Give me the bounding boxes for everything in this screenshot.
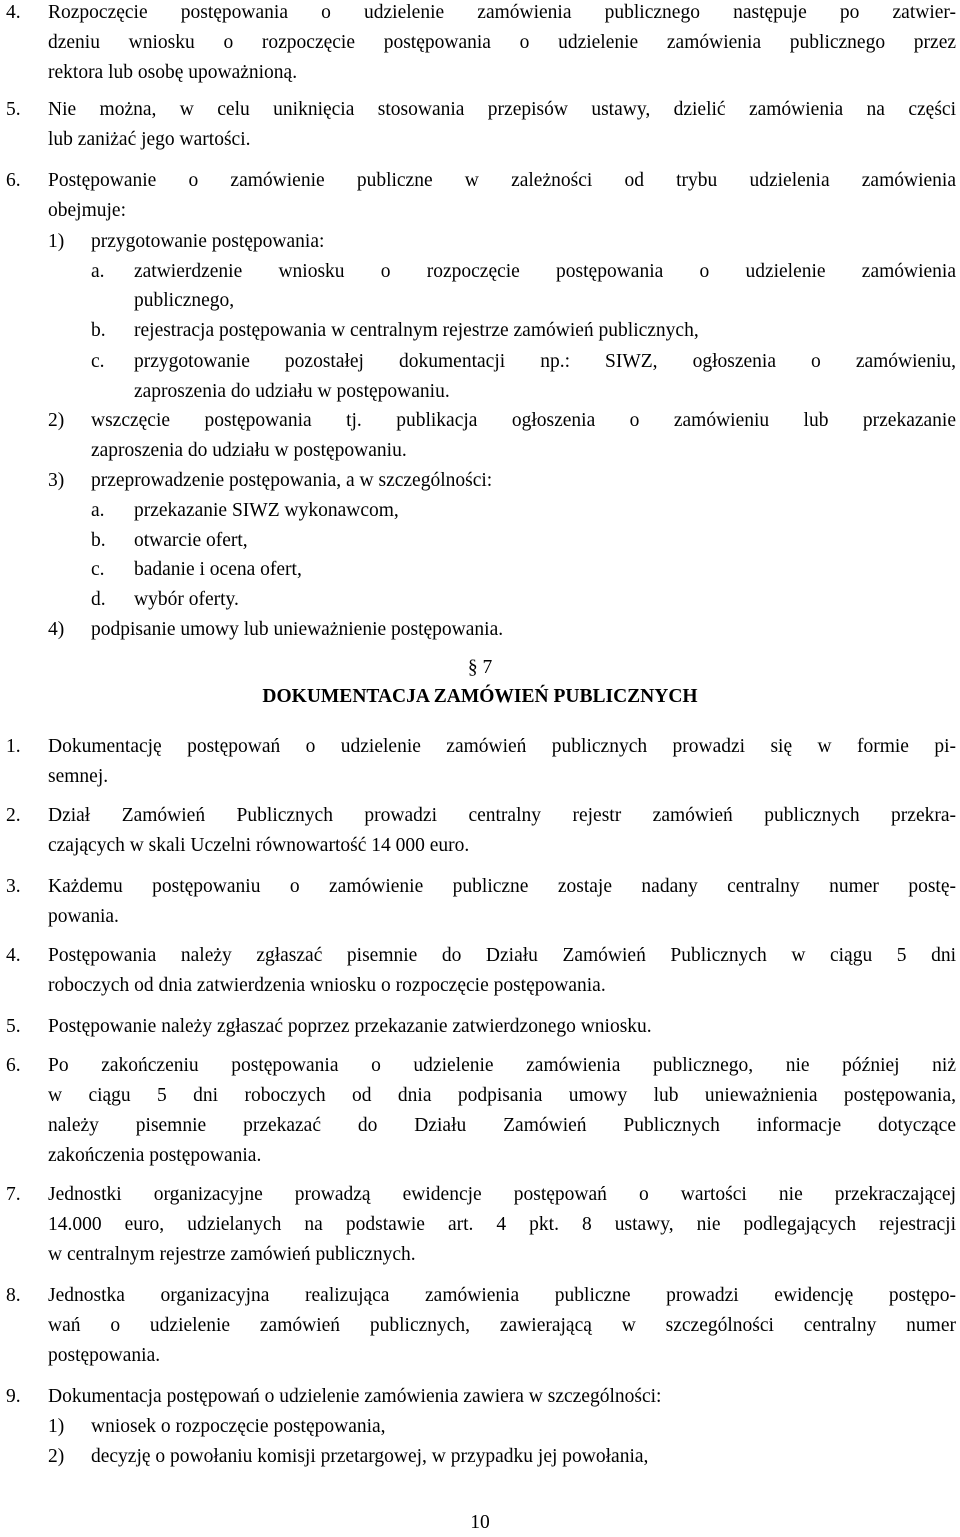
section-number-value: 7 <box>482 657 493 678</box>
list-marker: 3. <box>6 876 21 897</box>
list-marker: c. <box>91 559 105 580</box>
list-marker: 2) <box>48 410 65 431</box>
list-marker: b. <box>91 530 106 551</box>
text-line: wybór oferty. <box>134 589 239 610</box>
list-marker: 6. <box>6 170 21 191</box>
text-line: zakończenia postępowania. <box>48 1145 262 1166</box>
text-line: Postępowanie należy zgłaszać poprzez przekazanie zatwierdzonego wniosku. <box>48 1016 652 1037</box>
text-line: obejmuje: <box>48 200 126 221</box>
list-marker: a. <box>91 261 105 282</box>
list-marker: 1. <box>6 736 21 757</box>
text-line: powania. <box>48 906 119 927</box>
text-line: przeprowadzenie postępowania, a w szczególności: <box>91 470 493 491</box>
text-line: zaproszenia do udziału w postępowaniu. <box>134 381 450 402</box>
list-marker: 4. <box>6 2 21 23</box>
text-line: Każdemu postępowaniu o zamówienie publiczne zostaje nadany centralny numer postę- <box>48 876 956 897</box>
text-line: Dział Zamówień Publicznych prowadzi centralny rejestr zamówień publicznych przekra- <box>48 805 956 826</box>
text-line: dzeniu wniosku o rozpoczęcie postępowania o udzielenie zamówienia publicznego przez <box>48 32 956 53</box>
text-line: semnej. <box>48 766 109 787</box>
list-marker: 5. <box>6 1016 21 1037</box>
text-line: zatwierdzenie wniosku o rozpoczęcie postępowania o udzielenie zamówienia <box>134 261 956 282</box>
text-line: zaproszenia do udziału w postępowaniu. <box>91 440 407 461</box>
list-marker: 2. <box>6 805 21 826</box>
text-line: przygotowanie pozostałej dokumentacji np.: SIWZ, ogłoszenia o zamówieniu, <box>134 351 956 372</box>
text-line: Po zakończeniu postępowania o udzielenie zamówienia publicznego, nie później niż <box>48 1055 956 1076</box>
list-marker: 6. <box>6 1055 21 1076</box>
section-number <box>0 657 960 679</box>
text-line: Postępowania należy zgłaszać pisemnie do Działu Zamówień Publicznych w ciągu 5 dni <box>48 945 956 966</box>
list-marker: c. <box>91 351 105 372</box>
text-line: Jednostki organizacyjne prowadzą ewidencje postępowań o wartości nie przekraczającej <box>48 1184 956 1205</box>
text-line: przygotowanie postępowania: <box>91 231 325 252</box>
list-marker: 1) <box>48 231 65 252</box>
text-line: Rozpoczęcie postępowania o udzielenie zamówienia publicznego następuje po zatwier- <box>48 2 956 23</box>
list-marker: 4. <box>6 945 21 966</box>
text-line: przekazanie SIWZ wykonawcom, <box>134 500 399 521</box>
text-line: decyzję o powołaniu komisji przetargowej, w przypadku jej powołania, <box>91 1446 649 1467</box>
text-line: w ciągu 5 dni roboczych od dnia podpisania umowy lub unieważnienia postępowania, <box>48 1085 956 1106</box>
list-marker: 9. <box>6 1386 21 1407</box>
text-line: wniosek o rozpoczęcie postępowania, <box>91 1416 386 1437</box>
text-line: Jednostka organizacyjna realizująca zamówienia publiczne prowadzi ewidencję postępo- <box>48 1285 956 1306</box>
section-title: DOKUMENTACJA ZAMÓWIEŃ PUBLICZNYCH <box>262 686 698 707</box>
text-line: otwarcie ofert, <box>134 530 248 551</box>
text-line: Dokumentacja postępowań o udzielenie zamówienia zawiera w szczególności: <box>48 1386 662 1407</box>
text-line: Dokumentację postępowań o udzielenie zamówień publicznych prowadzi się w formie pi- <box>48 736 956 757</box>
text-line: rejestracja postępowania w centralnym rejestrze zamówień publicznych, <box>134 320 699 341</box>
text-line: publicznego, <box>134 290 235 311</box>
section-symbol: § <box>467 657 478 678</box>
text-line: podpisanie umowy lub unieważnienie postępowania. <box>91 619 504 640</box>
text-line: wań o udzielenie zamówień publicznych, zawierającą w szczególności centralny numer <box>48 1315 956 1336</box>
list-marker: 7. <box>6 1184 21 1205</box>
text-line: należy pisemnie przekazać do Działu Zamówień Publicznych informacje dotyczące <box>48 1115 956 1136</box>
list-marker: 4) <box>48 619 65 640</box>
text-line: roboczych od dnia zatwierdzenia wniosku o rozpoczęcie postępowania. <box>48 975 606 996</box>
list-marker: b. <box>91 320 106 341</box>
list-marker: 1) <box>48 1416 65 1437</box>
text-line: 14.000 euro, udzielanych na podstawie art. 4 pkt. 8 ustawy, nie podlegających rejestracji <box>48 1214 956 1235</box>
list-marker: 8. <box>6 1285 21 1306</box>
text-line: Postępowanie o zamówienie publiczne w zależności od trybu udzielenia zamówienia <box>48 170 956 191</box>
list-marker: d. <box>91 589 106 610</box>
list-marker: a. <box>91 500 105 521</box>
text-line: w centralnym rejestrze zamówień publicznych. <box>48 1244 416 1265</box>
text-line: badanie i ocena ofert, <box>134 559 302 580</box>
text-line: postępowania. <box>48 1345 161 1366</box>
list-marker: 2) <box>48 1446 65 1467</box>
list-marker: 3) <box>48 470 65 491</box>
text-line: wszczęcie postępowania tj. publikacja ogłoszenia o zamówieniu lub przekazanie <box>91 410 956 431</box>
list-marker: 5. <box>6 99 21 120</box>
text-line: czających w skali Uczelni równowartość 14 000 euro. <box>48 835 470 856</box>
text-line: lub zaniżać jego wartości. <box>48 129 251 150</box>
text-line: Nie można, w celu uniknięcia stosowania przepisów ustawy, dzielić zamówienia na części <box>48 99 956 120</box>
text-line: rektora lub osobę upoważnioną. <box>48 62 298 83</box>
page-number: 10 <box>470 1512 490 1533</box>
